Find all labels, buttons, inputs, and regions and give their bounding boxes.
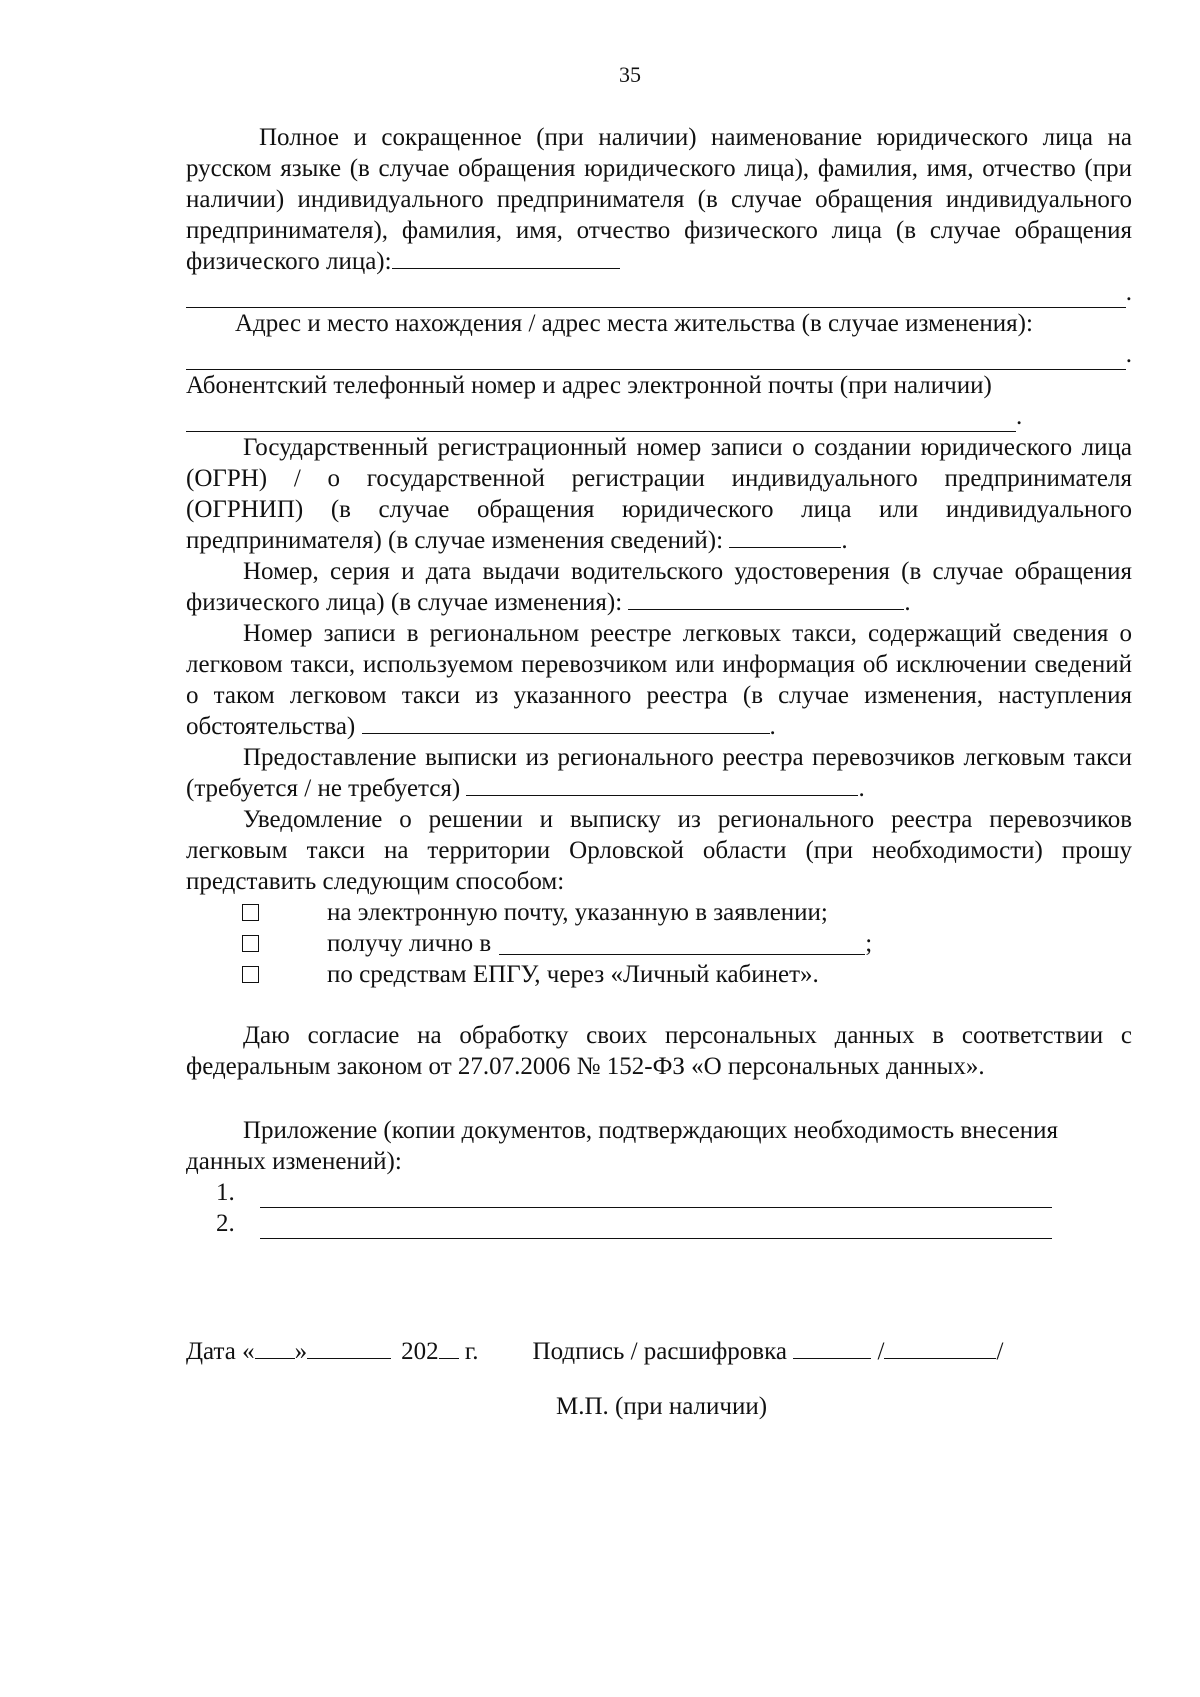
- checkbox-epgu[interactable]: [242, 966, 259, 983]
- address-label: Адрес и место нахождения / адрес места жительства (в случае изменения):: [235, 310, 1033, 337]
- option-in-person-label: получу лично в: [327, 930, 492, 957]
- signature-row: Дата « » 202 г. Подпись / расшифровка / /: [186, 1338, 1004, 1365]
- name-field-continuation[interactable]: .: [186, 277, 1132, 308]
- option-email-label: на электронную почту, указанную в заявлении;: [327, 899, 828, 926]
- name-paragraph: [186, 122, 1132, 277]
- license-label: Номер, серия и дата выдачи водительского удостоверения (в случае обращения физического лица) (в случае изменения):: [186, 558, 1132, 616]
- license-paragraph: Номер, серия и дата выдачи водительского удостоверения (в случае обращения физического лица) (в случае изменения): .: [186, 558, 1132, 616]
- attachment-number: 2.: [216, 1210, 235, 1237]
- license-field[interactable]: [628, 587, 904, 610]
- signature-label: Подпись / расшифровка: [532, 1338, 787, 1365]
- extract-label: Предоставление выписки из регионального реестра перевозчиков легковым такси (требуется / не требуется): [186, 744, 1132, 802]
- contacts-field[interactable]: .: [186, 401, 1132, 432]
- stamp-label: М.П. (при наличии): [556, 1393, 768, 1420]
- signature-field[interactable]: [793, 1336, 871, 1359]
- ogrn-paragraph: Государственный регистрационный номер записи о создании юридического лица (ОГРН) / о государственной регистрации индивидуального предпринимателя (ОГРНИП) (в случае обращения юридического лица или индивидуального предпринимателя) (в случае изменения сведений): .: [186, 434, 1132, 554]
- extract-field[interactable]: [466, 773, 858, 796]
- name-field[interactable]: [392, 246, 620, 269]
- address-field[interactable]: .: [186, 339, 1132, 370]
- contacts-label: Абонентский телефонный номер и адрес электронной почты (при наличии): [186, 372, 992, 399]
- option-email[interactable]: [186, 897, 1132, 928]
- option-epgu[interactable]: [186, 959, 1132, 990]
- contacts-paragraph: [186, 370, 1132, 401]
- date-year-field[interactable]: [439, 1336, 459, 1359]
- registry-field[interactable]: [362, 711, 770, 734]
- registry-label: Номер записи в региональном реестре легковых такси, содержащий сведения о легковом такси, используемом перевозчиком или информация об исключении сведений о таком легковом такси из указанного реестра (в случае изменения, наступления обстоятельства): [186, 620, 1132, 740]
- page-number: 35: [619, 62, 641, 87]
- checkbox-in-person[interactable]: [242, 935, 259, 952]
- date-year-prefix: 202: [401, 1338, 439, 1365]
- date-month-field[interactable]: [307, 1336, 391, 1359]
- ogrn-field[interactable]: [729, 525, 841, 548]
- attachment-field[interactable]: [260, 1185, 1052, 1208]
- in-person-place-field[interactable]: [499, 932, 865, 955]
- date-label: Дата «: [186, 1338, 255, 1365]
- attachment-number: 1.: [216, 1179, 235, 1206]
- registry-paragraph: Номер записи в региональном реестре легковых такси, содержащий сведения о легковом такси, используемом перевозчиком или информация об исключении сведений о таком легковом такси из указанного реестра (в случае изменения, наступления обстоятельства) .: [186, 620, 1132, 740]
- attachment-field[interactable]: [260, 1216, 1052, 1239]
- notify-paragraph: [186, 804, 1132, 897]
- date-day-field[interactable]: [255, 1336, 295, 1359]
- attachment-row[interactable]: [186, 1208, 1132, 1239]
- checkbox-email[interactable]: [242, 904, 259, 921]
- delivery-options: [186, 897, 1132, 990]
- form-body: [186, 122, 1132, 1239]
- ogrn-label: Государственный регистрационный номер записи о создании юридического лица (ОГРН) / о государственной регистрации индивидуального предпринимателя (ОГРНИП) (в случае обращения юридического лица или индивидуального предпринимателя) (в случае изменения сведений):: [186, 434, 1132, 554]
- address-paragraph: [186, 308, 1132, 339]
- consent-text: Даю согласие на обработку своих персональных данных в соответствии с федеральным законом от 27.07.2006 № 152-ФЗ «О персональных данных».: [186, 1022, 1132, 1080]
- attachments-label: Приложение (копии документов, подтверждающих необходимость внесения данных изменений):: [186, 1117, 1059, 1175]
- notify-label: Уведомление о решении и выписку из регионального реестра перевозчиков легковым такси на территории Орловской области (при необходимости) прошу представить следующим способом:: [186, 806, 1132, 895]
- attachments-paragraph: [186, 1115, 1132, 1177]
- option-epgu-label: по средствам ЕПГУ, через «Личный кабинет».: [327, 961, 819, 988]
- extract-paragraph: Предоставление выписки из регионального реестра перевозчиков легковым такси (требуется / не требуется) .: [186, 744, 1132, 802]
- option-in-person[interactable]: получу лично в ;: [186, 928, 1132, 959]
- attachment-row[interactable]: [186, 1177, 1132, 1208]
- consent-paragraph: [186, 1020, 1132, 1082]
- signature-decoding-field[interactable]: [884, 1336, 996, 1359]
- name-label: Полное и сокращенное (при наличии) наименование юридического лица на русском языке (в случае обращения юридического лица), фамилия, имя, отчество (при наличии) индивидуального предпринимателя (в случае обращения индивидуального предпринимателя), фамилия, имя, отчество физического лица (в случае обращения физического лица):: [186, 124, 1132, 275]
